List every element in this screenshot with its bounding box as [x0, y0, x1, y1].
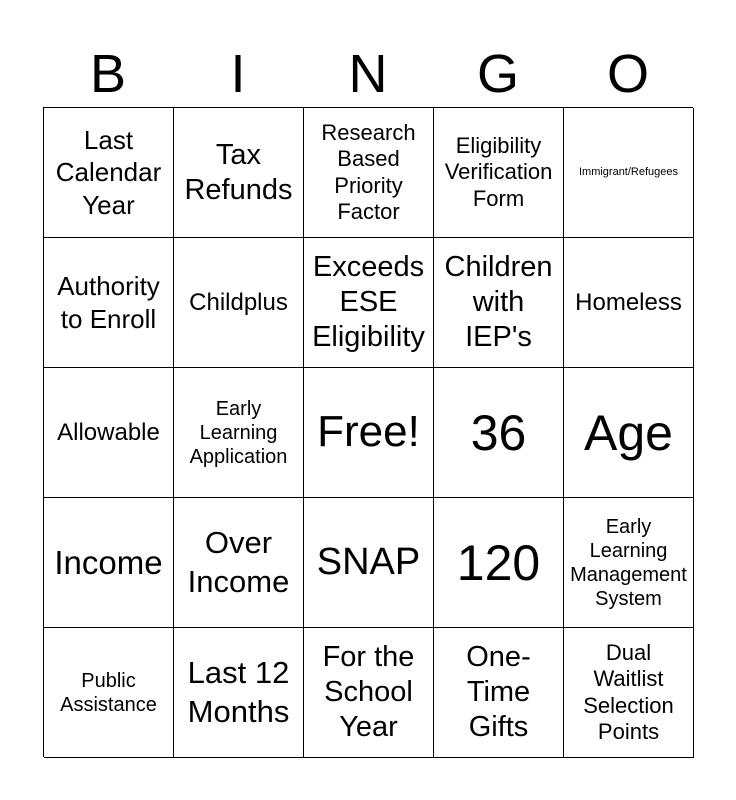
header-letter-b: B: [89, 44, 127, 104]
bingo-cell-r5c4[interactable]: [434, 628, 564, 758]
cell-label: Over Income: [187, 524, 290, 599]
bingo-cell-r4c3[interactable]: [304, 498, 434, 628]
cell-label: Tax Refunds: [184, 138, 293, 206]
cell-label: Allowable: [57, 418, 160, 446]
bingo-cell-r4c1[interactable]: [44, 498, 174, 628]
cell-label: Homeless: [575, 288, 682, 316]
bingo-cell-r2c1[interactable]: [44, 238, 174, 368]
cell-label: Immigrant/Refugees: [578, 165, 679, 178]
cell-label: Research Based Priority Factor: [321, 119, 416, 224]
bingo-cell-r5c2[interactable]: [174, 628, 304, 758]
cell-label: Public Assistance: [60, 669, 157, 716]
bingo-cell-r5c5[interactable]: [564, 628, 694, 758]
cell-label: 36: [470, 404, 527, 461]
header-letter-n: N: [348, 44, 388, 104]
cell-label: Early Learning Management System: [570, 515, 687, 610]
bingo-cell-r1c5[interactable]: [564, 108, 694, 238]
bingo-cell-r5c1[interactable]: [44, 628, 174, 758]
cell-label: For the School Year: [322, 641, 415, 743]
bingo-cell-r2c3[interactable]: [304, 238, 434, 368]
bingo-cell-r3c4[interactable]: [434, 368, 564, 498]
bingo-cell-r3c2[interactable]: [174, 368, 304, 498]
bingo-cell-r4c5[interactable]: [564, 498, 694, 628]
cell-label: Last Calendar Year: [55, 124, 162, 220]
cell-label: Age: [584, 404, 673, 461]
cell-label: Last 12 Months: [187, 654, 290, 729]
cell-label: Income: [54, 543, 163, 581]
cell-label: Authority to Enroll: [57, 271, 160, 334]
cell-label: Dual Waitlist Selection Points: [583, 639, 674, 744]
bingo-cell-r1c2[interactable]: [174, 108, 304, 238]
cell-label: 120: [456, 534, 541, 591]
bingo-cell-r3c5[interactable]: [564, 368, 694, 498]
bingo-cell-r3c3[interactable]: [304, 368, 434, 498]
bingo-board: [43, 107, 693, 757]
header-letter-i: I: [230, 44, 246, 104]
bingo-cell-r3c1[interactable]: [44, 368, 174, 498]
cell-label: Early Learning Application: [189, 397, 288, 468]
bingo-cell-r5c3[interactable]: [304, 628, 434, 758]
cell-label: Free!: [317, 407, 420, 457]
header-letter-g: G: [476, 44, 519, 104]
bingo-cell-r2c2[interactable]: [174, 238, 304, 368]
bingo-cell-r2c4[interactable]: [434, 238, 564, 368]
cell-label: Children with IEP's: [444, 251, 553, 353]
cell-label: Childplus: [189, 288, 288, 316]
bingo-cell-r1c1[interactable]: [44, 108, 174, 238]
bingo-cell-r4c2[interactable]: [174, 498, 304, 628]
cell-label: Eligibility Verification Form: [444, 132, 553, 211]
bingo-cell-r4c4[interactable]: [434, 498, 564, 628]
bingo-header: [43, 40, 693, 108]
header-letter-o: O: [606, 44, 649, 104]
bingo-cell-r1c4[interactable]: [434, 108, 564, 238]
cell-label: One-Time Gifts: [466, 641, 531, 743]
bingo-cell-r1c3[interactable]: [304, 108, 434, 238]
bingo-cell-r2c5[interactable]: [564, 238, 694, 368]
cell-label: Exceeds ESE Eligibility: [312, 251, 425, 353]
cell-label: SNAP: [316, 540, 421, 583]
